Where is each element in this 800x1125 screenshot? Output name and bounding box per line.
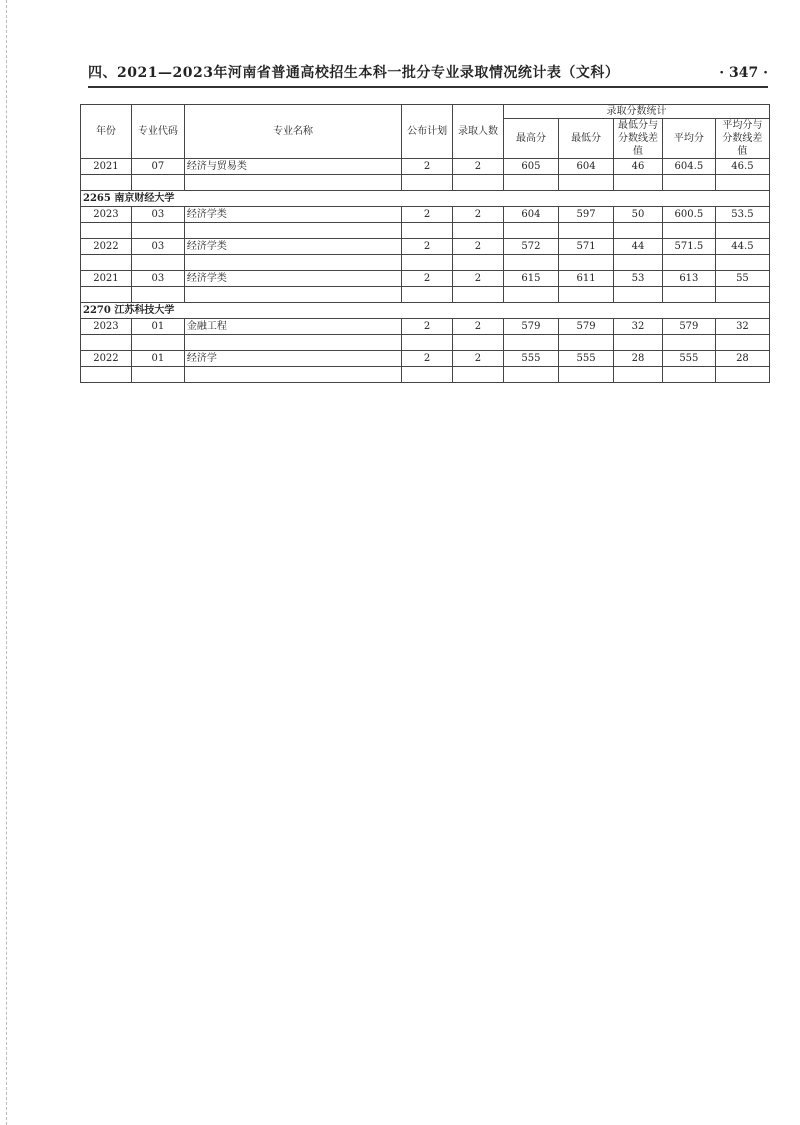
cell-max: 579 [503,319,558,335]
table-row [81,207,770,223]
col-major: 专业名称 [184,105,401,159]
cell-avg [662,175,715,191]
cell-min [559,255,614,271]
cell-avg: 579 [662,319,715,335]
cell-code [131,223,184,239]
cell-avg-diff: 46.5 [715,159,769,175]
cell-min-diff [614,335,663,351]
cell-max: 604 [503,207,558,223]
table-row [81,223,770,239]
cell-avg: 613 [662,271,715,287]
cell-avg: 600.5 [662,207,715,223]
cell-min-diff [614,287,663,303]
cell-avg-diff [715,335,769,351]
cell-min-diff: 44 [614,239,663,255]
cell-avg-diff: 44.5 [715,239,769,255]
cell-max: 555 [503,351,558,367]
col-admitted: 录取人数 [453,105,504,159]
cell-admitted [453,255,504,271]
cell-admitted: 2 [453,351,504,367]
cell-min: 579 [559,319,614,335]
cell-min-diff: 53 [614,271,663,287]
cell-year [81,175,132,191]
institution-row [81,191,770,207]
header-rule [88,86,768,88]
admission-table [80,104,770,383]
cell-avg: 555 [662,351,715,367]
cell-max: 605 [503,159,558,175]
cell-year [81,367,132,383]
cell-avg-diff [715,255,769,271]
table-row [81,335,770,351]
cell-plan: 2 [402,319,453,335]
cell-max: 572 [503,239,558,255]
cell-major: 经济学 [184,351,401,367]
cell-plan: 2 [402,351,453,367]
cell-min [559,223,614,239]
cell-avg-diff: 53.5 [715,207,769,223]
cell-plan: 2 [402,239,453,255]
col-min: 最低分 [559,119,614,159]
table-row [81,255,770,271]
cell-max [503,335,558,351]
cell-admitted [453,175,504,191]
cell-plan: 2 [402,159,453,175]
cell-year [81,223,132,239]
cell-major: 经济学类 [184,271,401,287]
cell-avg [662,255,715,271]
cell-code [131,287,184,303]
cell-code: 01 [131,319,184,335]
cell-major [184,223,401,239]
cell-min: 555 [559,351,614,367]
cell-major: 经济学类 [184,207,401,223]
cell-min: 604 [559,159,614,175]
cell-major [184,367,401,383]
cell-code: 01 [131,351,184,367]
cell-plan [402,223,453,239]
cell-min-diff [614,175,663,191]
cell-plan: 2 [402,271,453,287]
cell-code: 03 [131,271,184,287]
cell-year: 2022 [81,239,132,255]
table-row [81,287,770,303]
cell-code: 03 [131,239,184,255]
cell-year [81,255,132,271]
cell-min-diff [614,223,663,239]
cell-avg: 604.5 [662,159,715,175]
col-code: 专业代码 [131,105,184,159]
table-row [81,367,770,383]
cell-code [131,175,184,191]
col-plan: 公布计划 [402,105,453,159]
table-row [81,239,770,255]
cell-avg-diff [715,287,769,303]
cell-min-diff: 46 [614,159,663,175]
col-year: 年份 [81,105,132,159]
cell-avg-diff: 32 [715,319,769,335]
cell-max [503,255,558,271]
cell-plan [402,255,453,271]
table-row [81,159,770,175]
cell-code [131,255,184,271]
cell-avg [662,287,715,303]
cell-avg: 571.5 [662,239,715,255]
institution-label: 2270 江苏科技大学 [81,303,770,319]
cell-major [184,287,401,303]
cell-avg-diff [715,175,769,191]
cell-code [131,367,184,383]
cell-min-diff: 50 [614,207,663,223]
cell-code: 07 [131,159,184,175]
cell-admitted: 2 [453,271,504,287]
cell-min-diff: 28 [614,351,663,367]
cell-year: 2023 [81,319,132,335]
page-title: 四、2021—2023年河南省普通高校招生本科一批分专业录取情况统计表（文科） [88,65,620,81]
cell-admitted [453,335,504,351]
cell-major: 经济学类 [184,239,401,255]
cell-admitted [453,287,504,303]
page-number: · 347 · [719,65,768,81]
cell-major [184,175,401,191]
cell-year: 2023 [81,207,132,223]
cell-min-diff [614,255,663,271]
cell-min-diff: 32 [614,319,663,335]
cell-min: 611 [559,271,614,287]
cell-year [81,287,132,303]
cell-min [559,175,614,191]
col-avg: 平均分 [662,119,715,159]
cell-admitted: 2 [453,207,504,223]
cell-year: 2021 [81,271,132,287]
cell-min: 571 [559,239,614,255]
cell-max: 615 [503,271,558,287]
col-score-group: 录取分数统计 [503,105,769,119]
cell-avg [662,335,715,351]
cell-avg [662,223,715,239]
cell-min-diff [614,367,663,383]
cell-max [503,175,558,191]
cell-max [503,367,558,383]
table-body [81,159,770,383]
table-row [81,319,770,335]
cell-min: 597 [559,207,614,223]
cell-plan: 2 [402,207,453,223]
cell-min [559,367,614,383]
cell-plan [402,287,453,303]
institution-row [81,303,770,319]
institution-label: 2265 南京财经大学 [81,191,770,207]
cell-major: 经济与贸易类 [184,159,401,175]
col-avg-diff: 平均分与分数线差值 [715,119,769,159]
col-max: 最高分 [503,119,558,159]
cell-avg-diff: 55 [715,271,769,287]
cell-admitted: 2 [453,159,504,175]
cell-admitted: 2 [453,239,504,255]
binding-margin [6,0,9,1125]
cell-major: 金融工程 [184,319,401,335]
col-min-diff: 最低分与分数线差值 [614,119,663,159]
cell-avg-diff [715,367,769,383]
cell-code: 03 [131,207,184,223]
cell-admitted: 2 [453,319,504,335]
cell-max [503,287,558,303]
cell-max [503,223,558,239]
page-header [88,62,768,82]
cell-admitted [453,223,504,239]
table-row [81,351,770,367]
table-row [81,271,770,287]
table-row [81,175,770,191]
cell-admitted [453,367,504,383]
cell-min [559,287,614,303]
cell-major [184,255,401,271]
cell-year: 2022 [81,351,132,367]
cell-year: 2021 [81,159,132,175]
cell-min [559,335,614,351]
cell-code [131,335,184,351]
cell-year [81,335,132,351]
cell-plan [402,367,453,383]
cell-avg-diff [715,223,769,239]
cell-major [184,335,401,351]
cell-avg-diff: 28 [715,351,769,367]
cell-plan [402,335,453,351]
cell-plan [402,175,453,191]
cell-avg [662,367,715,383]
